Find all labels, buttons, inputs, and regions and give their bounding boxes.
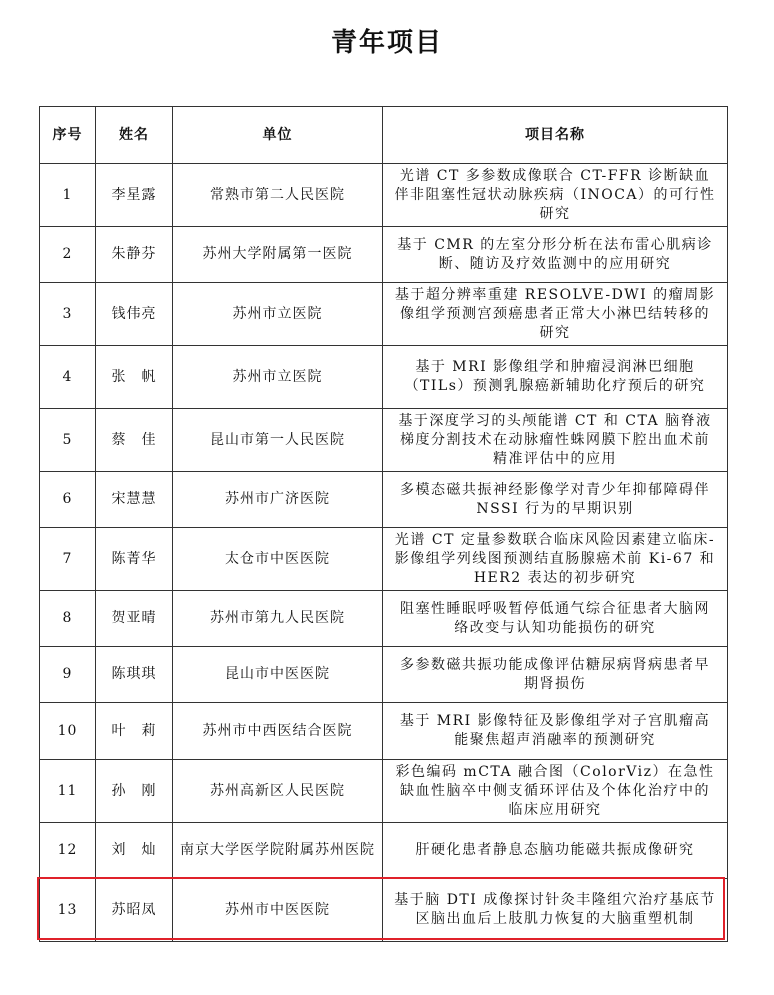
row-project: 基于 MRI 影像组学和肿瘤浸润淋巴细胞（TILs）预测乳腺癌新辅助化疗预后的研究 xyxy=(383,346,728,409)
row-name: 陈菁华 xyxy=(96,528,173,591)
row-unit: 常熟市第二人民医院 xyxy=(173,164,383,227)
row-name: 贺亚晴 xyxy=(96,591,173,647)
row-unit: 昆山市第一人民医院 xyxy=(173,409,383,472)
header-project: 项目名称 xyxy=(383,107,728,164)
row-project: 光谱 CT 定量参数联合临床风险因素建立临床-影像组学列线图预测结直肠腺癌术前 Ki-67 和 HER2 表达的初步研究 xyxy=(383,528,728,591)
table-row xyxy=(40,647,728,703)
project-table xyxy=(39,106,728,942)
row-unit: 苏州市第九人民医院 xyxy=(173,591,383,647)
row-project: 基于 MRI 影像特征及影像组学对子宫肌瘤高能聚焦超声消融率的预测研究 xyxy=(383,703,728,760)
row-no: 8 xyxy=(40,591,96,647)
page-title: 青年项目 xyxy=(330,28,443,58)
table-row xyxy=(40,409,728,472)
header-unit: 单位 xyxy=(173,107,383,164)
row-no: 2 xyxy=(40,227,96,283)
row-unit: 苏州市立医院 xyxy=(173,283,383,346)
row-name: 陈琪琪 xyxy=(96,647,173,703)
row-no: 12 xyxy=(40,823,96,879)
row-unit: 昆山市中医医院 xyxy=(173,647,383,703)
row-project: 肝硬化患者静息态脑功能磁共振成像研究 xyxy=(383,823,728,879)
row-unit: 苏州市中医医院 xyxy=(173,879,383,942)
row-no: 9 xyxy=(40,647,96,703)
row-project: 基于 CMR 的左室分形分析在法布雷心肌病诊断、随访及疗效监测中的应用研究 xyxy=(383,227,728,283)
row-project: 阻塞性睡眠呼吸暂停低通气综合征患者大脑网络改变与认知功能损伤的研究 xyxy=(383,591,728,647)
row-no: 5 xyxy=(40,409,96,472)
row-no: 3 xyxy=(40,283,96,346)
row-project: 多参数磁共振功能成像评估糖尿病肾病患者早期肾损伤 xyxy=(383,647,728,703)
row-project: 彩色编码 mCTA 融合图（ColorViz）在急性缺血性脑卒中侧支循环评估及个体化治疗中的临床应用研究 xyxy=(383,760,728,823)
table-row xyxy=(40,760,728,823)
row-name: 李星露 xyxy=(96,164,173,227)
table-row xyxy=(40,879,728,942)
table-row xyxy=(40,283,728,346)
row-unit: 苏州市立医院 xyxy=(173,346,383,409)
row-unit: 苏州市广济医院 xyxy=(173,472,383,528)
row-project: 多模态磁共振神经影像学对青少年抑郁障碍伴 NSSI 行为的早期识别 xyxy=(383,472,728,528)
row-name: 张 帆 xyxy=(96,346,173,409)
row-no: 4 xyxy=(40,346,96,409)
row-name: 刘 灿 xyxy=(96,823,173,879)
table-row xyxy=(40,528,728,591)
row-unit: 苏州大学附属第一医院 xyxy=(173,227,383,283)
table-row xyxy=(40,823,728,879)
table-row xyxy=(40,227,728,283)
table-header-row xyxy=(40,107,728,164)
table-row xyxy=(40,591,728,647)
row-unit: 太仓市中医医院 xyxy=(173,528,383,591)
row-name: 蔡 佳 xyxy=(96,409,173,472)
table-row xyxy=(40,703,728,760)
header-no: 序号 xyxy=(40,107,96,164)
row-no: 6 xyxy=(40,472,96,528)
row-project: 基于超分辨率重建 RESOLVE-DWI 的瘤周影像组学预测宫颈癌患者正常大小淋巴结转移的研究 xyxy=(383,283,728,346)
row-project: 基于深度学习的头颅能谱 CT 和 CTA 脑脊液梯度分割技术在动脉瘤性蛛网膜下腔出血术前精准评估中的应用 xyxy=(383,409,728,472)
row-name: 孙 刚 xyxy=(96,760,173,823)
row-name: 朱静芬 xyxy=(96,227,173,283)
table-row xyxy=(40,472,728,528)
row-name: 苏昭凤 xyxy=(96,879,173,942)
row-name: 叶 莉 xyxy=(96,703,173,760)
row-no: 1 xyxy=(40,164,96,227)
row-unit: 苏州高新区人民医院 xyxy=(173,760,383,823)
table-row xyxy=(40,164,728,227)
row-unit: 苏州市中西医结合医院 xyxy=(173,703,383,760)
row-no: 13 xyxy=(40,879,96,942)
row-name: 钱伟亮 xyxy=(96,283,173,346)
row-no: 11 xyxy=(40,760,96,823)
row-project: 光谱 CT 多参数成像联合 CT-FFR 诊断缺血伴非阻塞性冠状动脉疾病（INOCA）的可行性研究 xyxy=(383,164,728,227)
header-name: 姓名 xyxy=(96,107,173,164)
row-unit: 南京大学医学院附属苏州医院 xyxy=(173,823,383,879)
row-no: 7 xyxy=(40,528,96,591)
row-project: 基于脑 DTI 成像探讨针灸丰隆组穴治疗基底节区脑出血后上肢肌力恢复的大脑重塑机制 xyxy=(383,879,728,942)
row-no: 10 xyxy=(40,703,96,760)
row-name: 宋慧慧 xyxy=(96,472,173,528)
table-row xyxy=(40,346,728,409)
